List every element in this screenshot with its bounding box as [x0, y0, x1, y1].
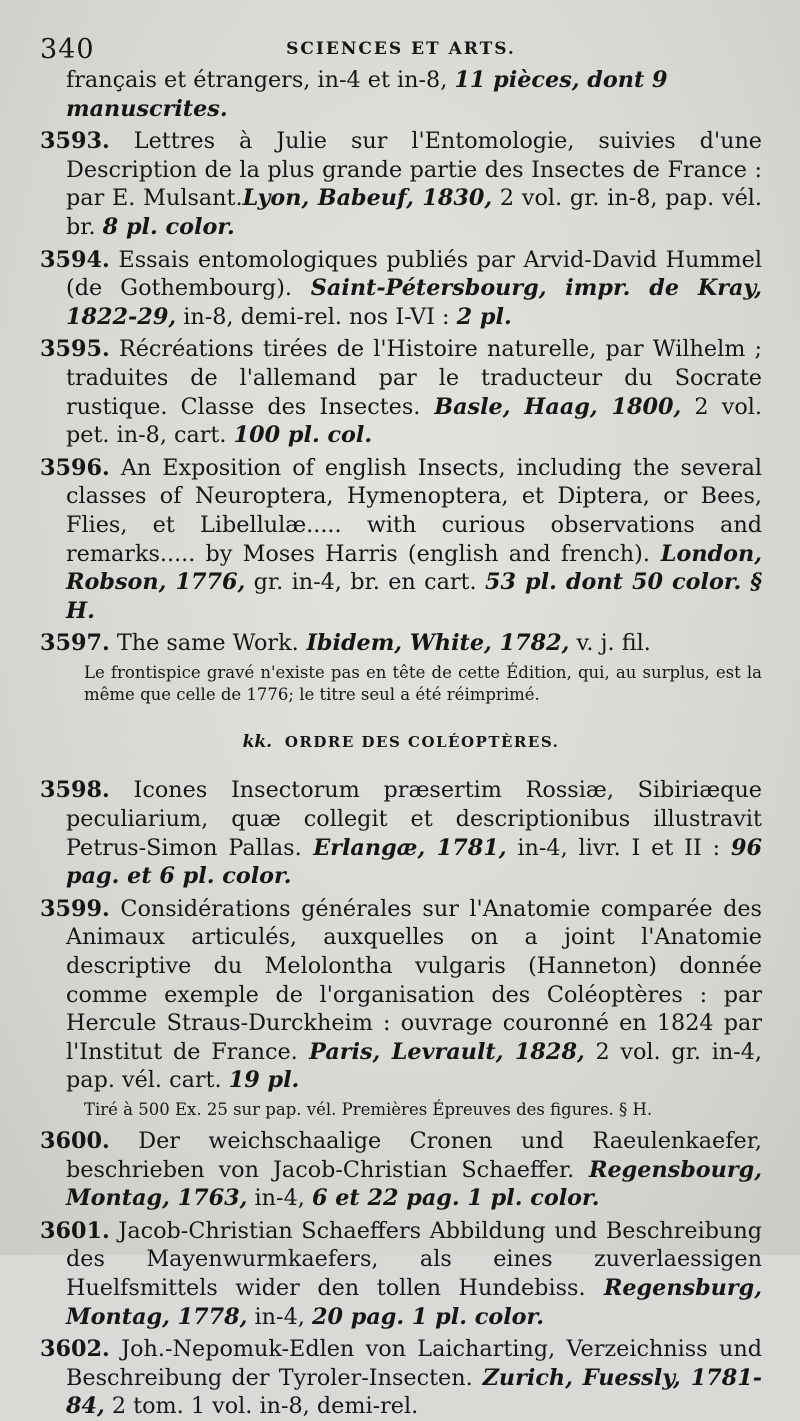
- entry-title: Der weichschaalige Cronen und Raeulenkaefer, beschrieben von Jacob-Christian Schaeffer.: [66, 1128, 762, 1183]
- entry-details: 2 vol. gr. in-4, pap. vél. cart.: [66, 1038, 762, 1094]
- catalog-entry: [40, 629, 762, 658]
- entry-title: Essais entomologiques publiés par Arvid-David Hummel (de Gothembourg).: [66, 246, 762, 302]
- entry-number: 3593.: [40, 128, 110, 155]
- entry-plates: 19 pl.: [228, 1067, 300, 1094]
- entry-note: Le frontispice gravé n'existe pas en tête de cette Édition, qui, au surplus, est la même que celle de 1776; le titre seul a été réimprimé.: [84, 662, 762, 704]
- entry-list-1: [40, 127, 762, 706]
- entry-title: Joh.-Nepomuk-Edlen von Laicharting, Verzeichniss und Beschreibung der Tyroler-Insecten.: [66, 1336, 762, 1391]
- running-head: SCIENCES ET ARTS.: [286, 39, 516, 59]
- entry-imprint: Regensburg, Montag, 1778,: [66, 1274, 762, 1330]
- entry-list-2: [40, 776, 762, 1420]
- entry-plates: 53 pl. dont 50 color. § H.: [66, 569, 762, 624]
- catalog-entry: [40, 454, 762, 626]
- entry-details: 2 tom. 1 vol. in-8, demi-rel.: [104, 1393, 419, 1420]
- catalog-entry: [40, 1127, 762, 1213]
- entry-title: Icones Insectorum præsertim Rossiæ, Sibiriæque peculiarium, quæ collegit et descriptionibus illustravit Petrus-Simon Pallas.: [66, 777, 763, 861]
- entry-plates: 96 pag. et 6 pl. color.: [66, 834, 762, 890]
- catalog-entry: [40, 1335, 762, 1421]
- entry-number: 3599.: [40, 895, 110, 922]
- entry-imprint: London, Robson, 1776,: [66, 540, 762, 596]
- section-heading: [40, 728, 762, 757]
- entry-details: in-4, livr. I et II :: [506, 834, 731, 861]
- entry-number: 3595.: [40, 336, 110, 363]
- entry-number: 3597.: [40, 630, 110, 657]
- catalog-entry: [40, 127, 762, 241]
- entry-number: 3601.: [40, 1217, 110, 1244]
- entry-imprint: Saint-Pétersbourg, impr. de Kray, 1822-29,: [66, 275, 762, 330]
- entry-details: in-4,: [247, 1185, 312, 1212]
- entry-number: 3600.: [40, 1128, 110, 1154]
- entry-plates: 2 pl.: [456, 303, 512, 330]
- entry-title: An Exposition of english Insects, including the several classes of Neuroptera, Hymenoptera, et Diptera, or Bees, Flies, et Libellulæ..... with curious observations and remarks..... by Moses Harris (english and french).: [66, 454, 762, 567]
- entry-details: 2 vol. pet. in-8, cart.: [66, 393, 763, 449]
- entry-number: 3594.: [40, 246, 110, 273]
- entry-title: The same Work.: [116, 630, 299, 657]
- entry-imprint: Regensbourg, Montag, 1763,: [66, 1156, 762, 1212]
- entry-imprint: Erlangæ, 1781,: [301, 834, 507, 861]
- entry-details: in-8, demi-rel. nos I-VI :: [176, 303, 457, 330]
- entry-title: Lettres à Julie sur l'Entomologie, suivies d'une Description de la plus grande partie des Insectes de France : par E. Mulsant.: [66, 128, 762, 212]
- entry-details: v. j. fil.: [569, 630, 651, 657]
- entry-imprint: Ibidem, White, 1782,: [298, 630, 570, 657]
- entry-number: 3602.: [40, 1336, 110, 1363]
- entry-plates: 6 et 22 pag. 1 pl. color.: [311, 1185, 600, 1212]
- continued-imprint: 11 pièces, dont 9 manuscrites.: [66, 67, 668, 122]
- entry-details: gr. in-4, br. en cart.: [245, 569, 485, 596]
- entry-number: 3598.: [40, 777, 110, 804]
- section-title: ORDRE DES COLÉOPTÈRES.: [284, 732, 560, 751]
- entry-title: Jacob-Christian Schaeffers Abbildung und Beschreibung des Mayenwurmkaefers, als eines zuverlaessigen Huelfsmittels wider den tollen Hundebiss.: [66, 1217, 762, 1301]
- catalog-entry: [40, 335, 762, 449]
- entry-plates: 100 pl. col.: [233, 422, 373, 449]
- page-body: [40, 66, 762, 1421]
- entry-note: Tiré à 500 Ex. 25 sur pap. vél. Premières Épreuves des figures. § H.: [84, 1100, 653, 1119]
- entry-details: 2 vol. gr. in-8, pap. vél. br.: [66, 185, 762, 240]
- entry-title: Récréations tirées de l'Histoire naturelle, par Wilhelm ; traduites de l'allemand par le traducteur du Socrate rustique. Classe des Insectes.: [66, 336, 762, 420]
- entry-details: in-4,: [247, 1303, 312, 1330]
- entry-number: 3596.: [40, 454, 110, 481]
- entry-title: Considérations générales sur l'Anatomie comparée des Animaux articulés, auxquelles on a joint l'Anatomie descriptive du Melolontha vulgaris (Hanneton) donnée comme exemple de l'organisation des Coléoptères : par Hercule Straus-Durckheim : ouvrage couronné en 1824 par l'Institut de France.: [66, 895, 762, 1065]
- catalog-entry: [40, 246, 762, 332]
- continued-entry: [40, 66, 762, 123]
- catalog-entry: [40, 895, 762, 1095]
- entry-imprint: Lyon, Babeuf, 1830,: [242, 185, 493, 212]
- entry-plates: 20 pag. 1 pl. color.: [311, 1303, 544, 1330]
- page-header: [40, 30, 762, 66]
- entry-imprint: Basle, Haag, 1800,: [420, 393, 682, 420]
- entry-imprint: Paris, Levrault, 1828,: [297, 1038, 585, 1065]
- continued-text: français et étrangers, in-4 et in-8,: [66, 67, 455, 93]
- section-label: kk.: [242, 731, 273, 752]
- page-number: 340: [40, 34, 95, 65]
- entry-imprint: Zurich, Fuessly, 1781-84,: [66, 1364, 763, 1420]
- entry-plates: 8 pl. color.: [102, 213, 235, 240]
- catalog-entry: [40, 1217, 762, 1331]
- catalog-entry: [40, 776, 762, 890]
